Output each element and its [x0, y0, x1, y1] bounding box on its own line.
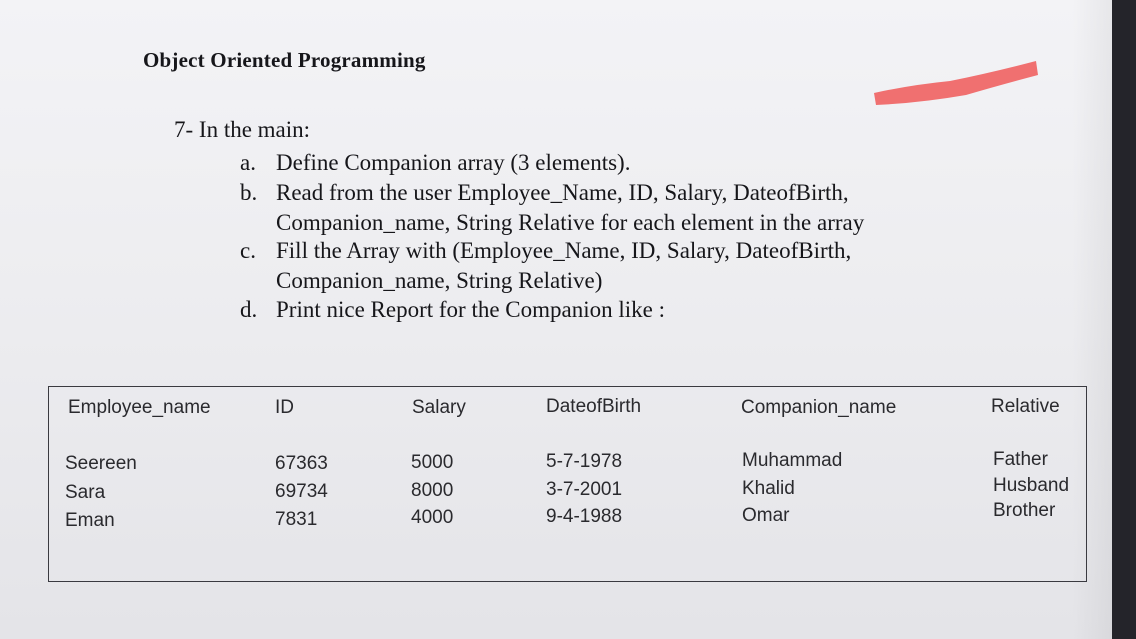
- item-text-continued: Companion_name, String Relative for each element in the array: [276, 210, 865, 235]
- table-cell: Omar: [742, 505, 790, 526]
- item-text-continued: Companion_name, String Relative): [276, 268, 603, 293]
- item-letter: c.: [240, 238, 256, 263]
- item-text: Read from the user Employee_Name, ID, Salary, DateofBirth,: [276, 180, 849, 205]
- table-cell: 9-4-1988: [546, 506, 623, 527]
- question-title: 7- In the main:: [174, 117, 311, 142]
- header-relative: Relative: [991, 396, 1060, 417]
- item-text: Fill the Array with (Employee_Name, ID, Salary, DateofBirth,: [276, 238, 852, 263]
- header-companion-name: Companion_name: [741, 397, 897, 418]
- table-cell: Khalid: [742, 478, 795, 499]
- table-cell: Brother: [993, 500, 1056, 521]
- table-cell: 67363: [275, 453, 328, 474]
- item-text: Print nice Report for the Companion like :: [276, 297, 666, 322]
- item-letter: b.: [240, 180, 258, 205]
- header-date-of-birth: DateofBirth: [546, 396, 642, 417]
- item-letter: a.: [240, 150, 256, 175]
- item-letter: d.: [240, 297, 258, 322]
- table-cell: 5-7-1978: [546, 451, 623, 472]
- redaction-mark: [870, 55, 1040, 107]
- header-salary: Salary: [412, 397, 466, 418]
- header-id: ID: [275, 397, 294, 418]
- table-cell: Father: [993, 449, 1048, 470]
- table-cell: 5000: [411, 452, 454, 473]
- table-cell: 3-7-2001: [546, 479, 623, 500]
- page-header-title: Object Oriented Programming: [143, 48, 426, 72]
- item-text: Define Companion array (3 elements).: [276, 150, 631, 175]
- header-employee-name: Employee_name: [68, 397, 211, 418]
- table-cell: 7831: [275, 509, 318, 530]
- table-cell: Eman: [65, 510, 115, 531]
- table-cell: Sara: [65, 482, 106, 503]
- table-cell: 8000: [411, 480, 454, 501]
- table-cell: 4000: [411, 507, 454, 528]
- table-cell: Muhammad: [742, 450, 843, 471]
- table-cell: Husband: [993, 475, 1070, 496]
- table-cell: Seereen: [65, 453, 137, 474]
- table-cell: 69734: [275, 481, 328, 502]
